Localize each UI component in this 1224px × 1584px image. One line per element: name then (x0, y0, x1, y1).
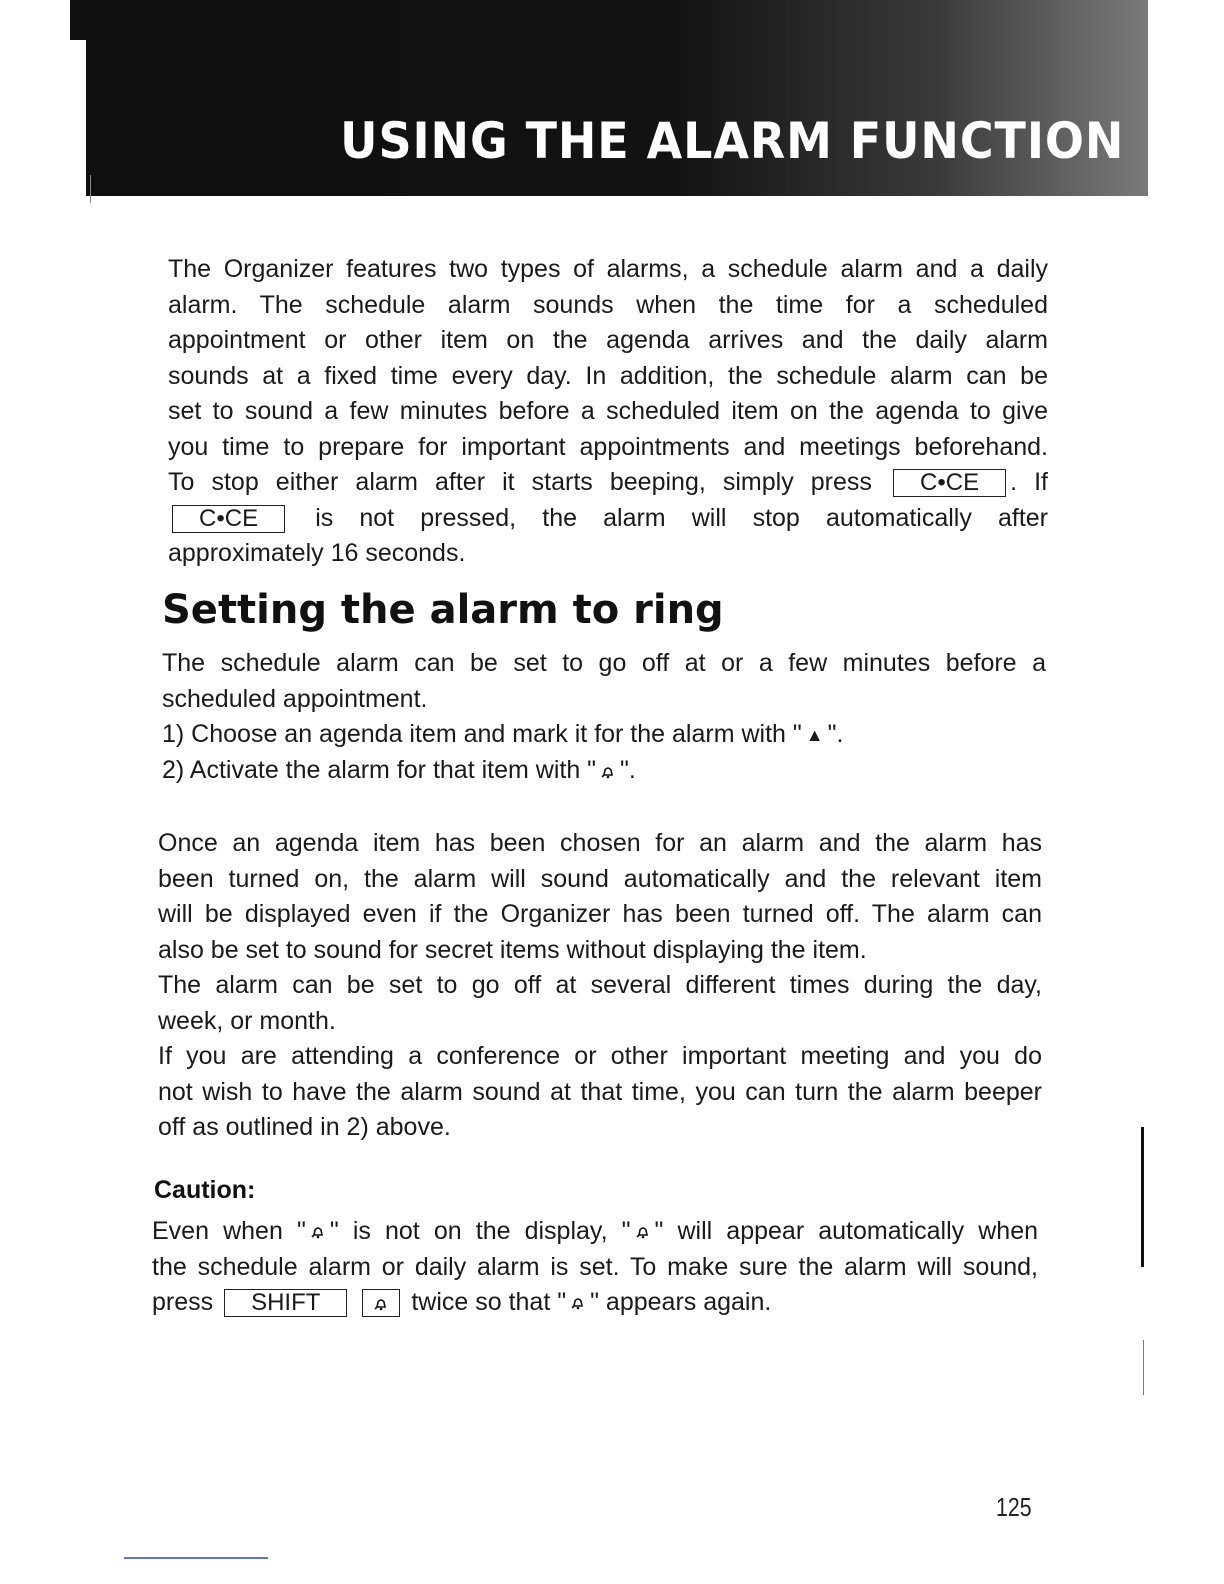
body-line: will be displayed even if the Organizer has been turned off. The alarm can (158, 900, 1042, 928)
intro-line: approximately 16 seconds. (168, 539, 466, 567)
alarm-bell-icon (635, 1224, 651, 1240)
step-2-suffix: ". (620, 756, 636, 785)
cce-key: C•CE (172, 505, 285, 533)
section-intro (162, 646, 1046, 789)
triangle-mark-icon: ▲ (805, 724, 824, 745)
intro-line: appointment or other item on the agenda arrives and the daily alarm (168, 326, 1048, 354)
caution-line-1 (152, 1214, 1038, 1250)
margin-bar (1141, 1127, 1144, 1267)
caution-text: twice so that " (411, 1288, 567, 1316)
alarm-bell-icon (373, 1296, 389, 1312)
intro-line: alarm. The schedule alarm sounds when the time for a scheduled (168, 290, 1048, 319)
caution-text: " appears again. (590, 1288, 772, 1316)
caution-text: " will appear automatically when (654, 1217, 1039, 1245)
caution-label: Caution: (154, 1176, 256, 1204)
section-heading: Setting the alarm to ring (162, 587, 724, 633)
intro-line: you time to prepare for important appointments and meetings beforehand. (168, 432, 1048, 461)
intro-paragraph (168, 252, 1048, 572)
caution-text: Even when " (152, 1217, 306, 1245)
caution-text: " is not on the display, " (329, 1217, 631, 1245)
body-line: off as outlined in 2) above. (158, 1113, 451, 1141)
alarm-bell-icon (600, 764, 616, 780)
body-line: The alarm can be set to go off at several different times during the day, (158, 971, 1042, 999)
step-1-text: 1) Choose an agenda item and mark it for the alarm with " (162, 720, 802, 748)
alarm-bell-icon (310, 1224, 326, 1240)
intro-line-stop (168, 465, 1048, 501)
caution-text: press (152, 1288, 214, 1316)
stop-text: To stop either alarm after it starts beeping, simply press (168, 468, 872, 496)
body-line: been turned on, the alarm will sound automatically and the relevant item (158, 864, 1042, 893)
step-2 (162, 753, 1046, 789)
body-line: also be set to sound for secret items without displaying the item. (158, 935, 867, 964)
shift-key: SHIFT (224, 1289, 347, 1317)
not-pressed-text: is not pressed, the alarm will stop automatically after (315, 503, 1048, 532)
section-intro-line: The schedule alarm can be set to go off at or a few minutes before a (162, 649, 1046, 677)
caution-line-2: the schedule alarm or daily alarm is set. To make sure the alarm will sound, (152, 1252, 1038, 1281)
body-line: Once an agenda item has been chosen for an alarm and the alarm has (158, 829, 1042, 857)
step-1-suffix: ". (827, 720, 844, 748)
caution-paragraph (152, 1214, 1038, 1321)
page-edge-mark (90, 175, 91, 203)
section-body (158, 826, 1042, 1146)
cce-key: C•CE (893, 469, 1006, 497)
margin-line (1143, 1340, 1144, 1395)
body-line: week, or month. (158, 1006, 336, 1035)
body-line: If you are attending a conference or other important meeting and you do (158, 1042, 1042, 1070)
caution-line-3 (152, 1285, 1038, 1321)
step-1 (162, 717, 1046, 753)
scan-artifact-line (124, 1557, 268, 1559)
alarm-bell-icon (570, 1295, 586, 1311)
stop-suffix: . If (1010, 468, 1048, 496)
page-title: USING THE ALARM FUNCTION (339, 112, 1124, 170)
page-number: 125 (996, 1492, 1032, 1522)
step-2-text: 2) Activate the alarm for that item with " (162, 756, 597, 785)
intro-line: sounds at a fixed time every day. In addition, the schedule alarm can be (168, 361, 1048, 390)
body-line: not wish to have the alarm sound at that time, you can turn the alarm beeper (158, 1077, 1042, 1106)
alarm-key (362, 1289, 400, 1317)
intro-line: set to sound a few minutes before a scheduled item on the agenda to give (168, 397, 1048, 425)
section-intro-line: scheduled appointment. (162, 684, 428, 713)
intro-line: The Organizer features two types of alarms, a schedule alarm and a daily (168, 255, 1048, 283)
intro-line-not-pressed (168, 501, 1048, 537)
